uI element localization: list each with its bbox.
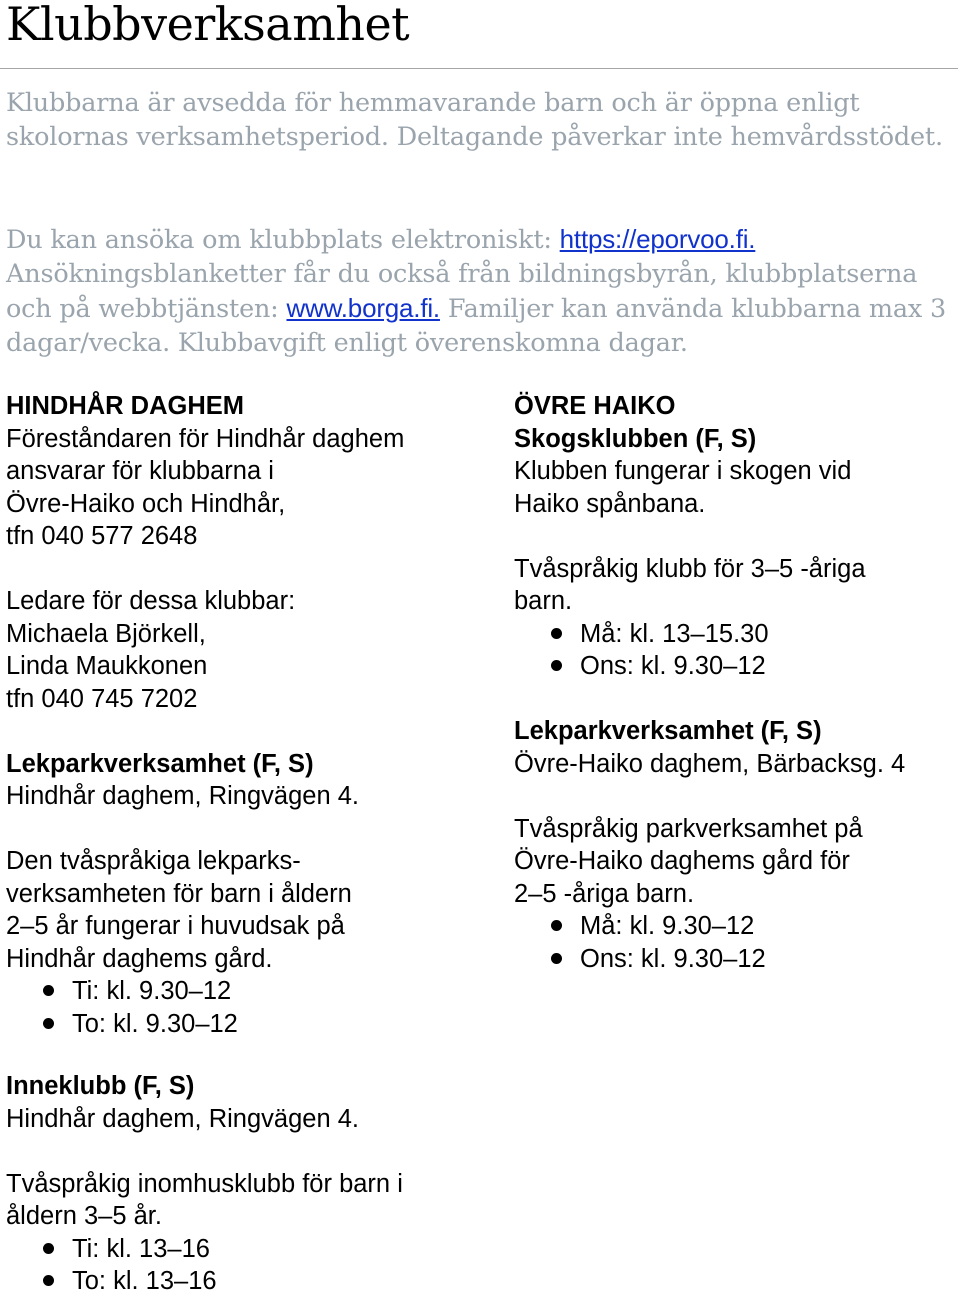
- bullet-icon: [43, 1275, 54, 1286]
- inneklubb-place: Hindhår daghem, Ringvägen 4.: [6, 1104, 359, 1133]
- page-title: Klubbverksamhet: [6, 0, 410, 51]
- hindhar-line: ansvarar för klubbarna i: [6, 457, 274, 485]
- hindhar-heading: HINDHÅR DAGHEM: [6, 392, 244, 420]
- application-paragraph: [6, 222, 956, 360]
- hindhar-lekpark-place: Hindhår daghem, Ringvägen 4.: [6, 782, 359, 810]
- list-item: [6, 1233, 476, 1266]
- title-divider: [0, 68, 958, 69]
- time-slot: Ons: kl. 9.30–12: [580, 944, 766, 973]
- inneklubb-desc: Tvåspråkig inomhusklubb för barn i: [6, 1169, 403, 1198]
- bullet-icon: [43, 1243, 54, 1254]
- leader-name: Linda Maukkonen: [6, 652, 208, 680]
- time-slot: To: kl. 13–16: [72, 1267, 217, 1295]
- bullet-icon: [551, 660, 562, 671]
- time-slot: Ons: kl. 9.30–12: [580, 652, 766, 680]
- skogsklubben-desc: Haiko spånbana.: [514, 489, 706, 518]
- ovre-haiko-lekpark-desc: Tvåspråkig parkverksamhet på: [514, 814, 863, 843]
- time-slot: Må: kl. 9.30–12: [580, 912, 755, 940]
- skogsklubben-desc: Tvåspråkig klubb för 3–5 -åriga: [514, 554, 866, 583]
- list-item: [514, 618, 960, 651]
- skogsklubben-heading: Skogsklubben (F, S): [514, 424, 757, 453]
- hindhar-phone: tfn 040 577 2648: [6, 522, 198, 550]
- intro-paragraph: Klubbarna är avsedda för hemmavarande barn och är öppna enligt skolornas verksamhetsperiod. Deltagande påverkar inte hemvårdsstödet.: [6, 88, 943, 152]
- hindhar-lekpark-desc: verksamheten för barn i åldern: [6, 879, 352, 908]
- bullet-icon: [551, 953, 562, 964]
- list-item: [514, 943, 960, 976]
- time-slot: Ti: kl. 13–16: [72, 1234, 210, 1263]
- leader-name: Michaela Björkell,: [6, 619, 206, 648]
- leaders-phone: tfn 040 745 7202: [6, 684, 198, 713]
- application-text-start: Du kan ansöka om klubbplats elektroniskt:: [6, 225, 560, 255]
- skogsklubben-times: [514, 618, 960, 683]
- ovre-haiko-heading: ÖVRE HAIKO: [514, 392, 676, 420]
- bullet-icon: [43, 985, 54, 996]
- ovre-haiko-lekpark-desc: Övre-Haiko daghems gård för: [514, 847, 850, 875]
- inneklubb-heading: Inneklubb (F, S): [6, 1072, 195, 1100]
- time-slot: To: kl. 9.30–12: [72, 1009, 238, 1038]
- list-item: [6, 1265, 476, 1298]
- ovre-haiko-lekpark-desc: 2–5 -åriga barn.: [514, 879, 695, 908]
- bullet-icon: [551, 628, 562, 639]
- time-slot: Må: kl. 13–15.30: [580, 619, 769, 648]
- hindhar-column: [6, 390, 476, 1040]
- eporvoo-link[interactable]: https://eporvoo.fi.: [559, 224, 756, 254]
- inneklubb-desc: åldern 3–5 år.: [6, 1202, 162, 1230]
- bullet-icon: [43, 1018, 54, 1029]
- ovre-haiko-lekpark-times: [514, 910, 960, 975]
- bullet-icon: [551, 920, 562, 931]
- list-item: [6, 975, 476, 1008]
- hindhar-line: Övre-Haiko och Hindhår,: [6, 489, 286, 518]
- list-item: [6, 1008, 476, 1041]
- hindhar-lekpark-desc: Den tvåspråkiga lekparks-: [6, 847, 301, 875]
- hindhar-line: Föreståndaren för Hindhår daghem: [6, 424, 405, 453]
- hindhar-lekpark-desc: Hindhår daghems gård.: [6, 944, 273, 973]
- borga-link[interactable]: www.borga.fi.: [286, 293, 440, 323]
- inneklubb-times: [6, 1233, 476, 1298]
- ovre-haiko-lekpark-heading: Lekparkverksamhet (F, S): [514, 717, 822, 745]
- hindhar-lekpark-times: [6, 975, 476, 1040]
- hindhar-lekpark-desc: 2–5 år fungerar i huvudsak på: [6, 912, 345, 940]
- list-item: [514, 650, 960, 683]
- application-text-middle: Ansökningsblanketter får du också från bildningsbyrån, klubbplatserna och på webbtjänsten:: [6, 259, 918, 324]
- application-text-end: Familjer kan använda klubbarna max 3 dagar/vecka. Klubbavgift enligt överenskomna dagar.: [6, 294, 946, 358]
- inneklubb-section: [6, 1070, 476, 1298]
- ovre-haiko-column: [514, 390, 960, 975]
- time-slot: Ti: kl. 9.30–12: [72, 977, 232, 1005]
- hindhar-lekpark-heading: Lekparkverksamhet (F, S): [6, 749, 314, 778]
- list-item: [514, 910, 960, 943]
- ovre-haiko-lekpark-place: Övre-Haiko daghem, Bärbacksg. 4: [514, 749, 906, 778]
- skogsklubben-desc: Klubben fungerar i skogen vid: [514, 457, 852, 485]
- leaders-label: Ledare för dessa klubbar:: [6, 587, 296, 615]
- skogsklubben-desc: barn.: [514, 587, 573, 615]
